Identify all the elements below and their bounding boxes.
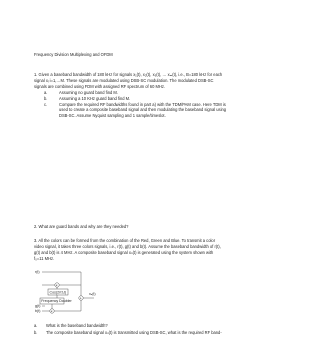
q3-line-4: f₀=11 MHz. [34, 256, 55, 261]
q1-part-c-text: Compare the required RF bandwidths found in part a) with the TDM/PAM case. Here TDM is used to create a composite baseband signal and then modulating the baseband signal using DSB-SC. Assume Nyquist sampling and 1 sample/timeslot. [59, 102, 227, 118]
q1-part-a-label: a. [44, 90, 48, 95]
q3-part-a-text: What is the baseband bandwidth? [46, 323, 108, 328]
q3-line-2: video signal, it takes three colors signals, i.e., r(t), g(t) and b(t). Assume the baseband bandwidth of r(t), [34, 244, 221, 249]
q1-part-b-label: b. [44, 96, 48, 101]
q1-part-a-text: Assuming no guard band find M. [59, 90, 118, 95]
q1-line-1: 1. Given a baseband bandwidth of 180 kHz for signals x₁(t), x₂(t), x₃(t), … xₘ(t), i.e., B=180 kHz for each [34, 72, 223, 77]
q1-line-3: signals are combined using FDM with assigned RF spectrum of 60 MHz. [34, 84, 166, 89]
q1-line-2: signal xᵢ i=1,…M. These signals are modulated using DSB-SC modulation. The modulated DSB-SC [34, 78, 214, 83]
input-b-label: b(t) [35, 309, 41, 313]
block-diagram [34, 269, 108, 317]
q1-part-b-text: Assuming a 10 KHz guard band find M. [59, 96, 131, 101]
q3-line-3: g(t) and b(t) is 4 MHz. A composite baseband signal xₙ(t) is generated using the system shown with [34, 250, 214, 255]
input-g-label: g(t) [35, 304, 41, 308]
q3-line-1: 3. All the colors can be formed from the combination of the Red, Green and Blue. To transmit a color [34, 238, 216, 243]
input-r-label: r(t) [35, 270, 40, 274]
multiplier-1-symbol: × [55, 283, 58, 288]
q3-part-b-text: The composite baseband signal xₙ(t) is transmitted using DSB-SC, what is the required RF band- [46, 330, 222, 335]
frequency-doubler-label: Frequency Doubler [41, 299, 72, 304]
q1-part-c-label: c. [44, 102, 48, 107]
output-label: xₙ(t) [89, 292, 96, 296]
q3-part-a-label: a. [34, 323, 38, 328]
q3-part-b-label: b. [34, 330, 38, 335]
multiplier-2-symbol: × [50, 309, 53, 314]
q2-text: 2. What are guard bands and why are they needed? [34, 224, 129, 229]
oscillator-label: Cos(2πf₀t) [49, 290, 67, 295]
summer-symbol: + [79, 296, 82, 301]
page-title: Frequency Division Multiplexing and OFDM [34, 52, 113, 57]
